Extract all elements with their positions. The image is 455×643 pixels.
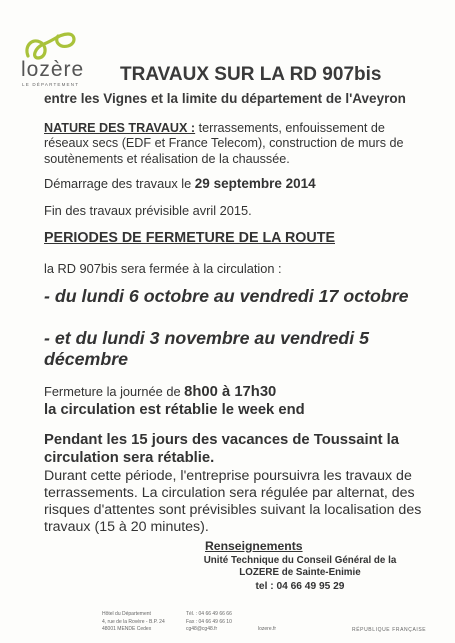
footer-fax: Fax : 04 66 49 66 10 (186, 618, 232, 625)
start-date: 29 septembre 2014 (194, 176, 316, 191)
footer-address-3: 48001 MENDE Cedex (102, 626, 152, 632)
page-title: TRAVAUX SUR LA RD 907bis (120, 64, 382, 85)
footer-tel: Tél. : 04 66 49 66 66 (186, 611, 232, 617)
closure-intro: la RD 907bis sera fermée à la circulation : (44, 261, 282, 276)
footer-address-2: 4, rue de la Rovère - B.P. 24 (102, 618, 165, 625)
weekend-note: la circulation est rétablie le week end (44, 402, 305, 418)
logo-subtitle: LE DÉPARTEMENT (22, 82, 80, 87)
end-line: Fin des travaux prévisible avril 2015. (44, 203, 252, 218)
closure-period-1: - du lundi 6 octobre au vendredi 17 octobre (44, 286, 409, 306)
footer-site: lozere.fr (258, 626, 277, 632)
footer-republic: RÉPUBLIQUE FRANÇAISE (352, 627, 427, 633)
toussaint-notice: Pendant les 15 jours des vacances de Toussaint la circulation sera rétablie. (44, 432, 399, 466)
nature-text: terrassements, enfouissement de réseaux secs (EDF et France Telecom), construction de murs de soutènements et réalisation de la chaussée. (44, 121, 404, 166)
closure-heading: PERIODES DE FERMETURE DE LA ROUTE (44, 230, 335, 246)
nature-paragraph (44, 121, 426, 167)
start-line (44, 176, 316, 191)
contact-line-1: Unité Technique du Conseil Général de la (203, 555, 397, 566)
closure-hours (44, 384, 276, 400)
logo-wordmark: lozère (21, 58, 85, 81)
footer-contact (186, 611, 232, 634)
lozere-logo-icon (22, 28, 78, 62)
contact-phone: tel : 04 66 49 95 29 (255, 581, 345, 592)
contact-line-2: LOZERE de Sainte-Enimie (239, 567, 361, 578)
hours-value: 8h00 à 17h30 (184, 384, 277, 400)
footer-address (102, 611, 165, 634)
page-subtitle: entre les Vignes et la limite du département de l'Aveyron (44, 91, 406, 106)
toussaint-details: Durant cette période, l'entreprise poursuivra les travaux de terrassements. La circulation sera régulée par alternat, des risques d'attentes sont prévisibles suivant la localisation des travaux (15 à 20 minutes). (44, 468, 422, 535)
footer-email: cg48@cg48.fr (186, 626, 218, 632)
start-prefix: Démarrage des travaux le (44, 176, 195, 191)
nature-label: NATURE DES TRAVAUX : (44, 121, 196, 135)
contact-title: Renseignements (205, 539, 303, 553)
hours-prefix: Fermeture la journée de (44, 384, 185, 399)
closure-period-2: - et du lundi 3 novembre au vendredi 5 décembre (44, 328, 370, 369)
footer-address-1: Hôtel du Département (102, 611, 151, 617)
